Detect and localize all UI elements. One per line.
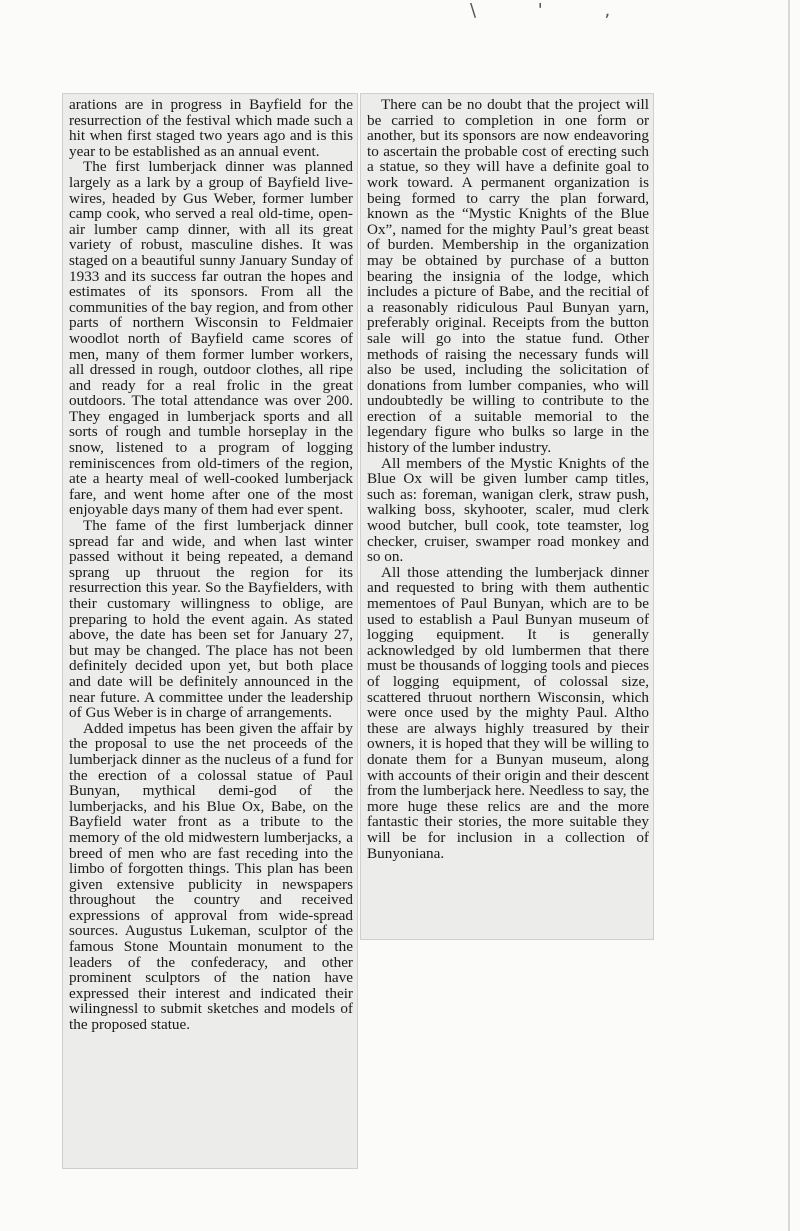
paragraph: All members of the Mystic Knights of the Blue Ox will be given lumber camp titles, such as: foreman, wanigan clerk, straw push, walking boss, skyhooter, scaler, mud clerk wood butcher, bull cook, tote teamster, log checker, cruiser, swamper road monkey and so on.	[367, 454, 649, 566]
page-edge-line	[788, 0, 790, 1231]
paragraph: There can be no doubt that the project will be carried to completion in one form or another, but its sponsors are now endeavoring to ascertain the probable cost of erecting such a statue, so they will have a definite goal to work toward. A permanent organization is being formed to carry the plan forward, known as the “Mystic Knights of the Blue Ox”, named for the mighty Paul’s great beast of burden. Membership in the organization may be obtained by purchase of a button bearing the insignia of the lodge, which includes a picture of Babe, and the recitial of a reasonably ridiculous Paul Bunyan yarn, preferably original. Receipts from the button sale will go into the statue fund. Other methods of raising the necessary funds will also be used, including the solicitation of donations from lumber companies, who will undoubtedly be willing to contribute to the erection of a suitable memorial to the legendary figure who bulks so large in the history of the lumber industry.	[367, 96, 649, 457]
left-column-text	[63, 94, 357, 1033]
left-column	[62, 93, 358, 1169]
paragraph: Added impetus has been given the affair by the proposal to use the net proceeds of the lumberjack dinner as the nucleus of a fund for the erection of a colossal statue of Paul Bunyan, mythical demi-god of the lumberjacks, and his Blue Ox, Babe, on the Bayfield water front as a tribute to the memory of the old midwestern lumberjacks, a breed of men who are fast receding into the limbo of forgotten things. This plan has been given extensive publicity in newspapers throughout the country and received expressions of approval from wide-spread sources. Augustus Lukeman, sculptor of the famous Stone Mountain monument to the leaders of the confederacy, and other prominent sculptors of the nation have expressed their interest and indicated their wilingnessl to submit sketches and models of the proposed statue.	[69, 719, 353, 1034]
right-column-text	[361, 94, 653, 861]
right-column	[360, 93, 654, 940]
paragraph: All those attending the lumberjack dinner and requested to bring with them authentic mementoes of Paul Bunyan, which are to be used to establish a Paul Bunyan museum of logging equipment. It is generally acknowledged by old lumbermen that there must be thousands of logging tools and pieces of logging equipment, of colossal size, scattered thruout northern Wisconsin, which were once used by the mighty Paul. Altho these are always highly treasured by their owners, it is hoped that they will be willing to donate them for a Bunyan museum, along with accounts of their origin and their descent from the lumberjack here. Needless to say, the more huge these relics are and the more fantastic their stories, the more suitable they will be for inclusion in a collection of Bunyoniana.	[367, 563, 649, 862]
paragraph: arations are in progress in Bayfield for the resurrection of the festival which made such a hit when first staged two years ago and is this year to be established as an annual event.	[69, 96, 353, 160]
paragraph: The fame of the first lumberjack dinner spread far and wide, and when last winter passed without it being repeated, a demand sprang up thruout the region for its resurrection this year. So the Bayfielders, with their customary willingness to oblige, are preparing to hold the event again. As stated above, the date has been set for January 27, but may be changed. The place has not been definitely decided upon yet, but both place and date will be definitely announced in the near future. A committee under the leadership of Gus Weber is in charge of arrangements.	[69, 517, 353, 722]
newspaper-clipping	[62, 93, 654, 1171]
top-margin-marks: \ ' ,	[470, 0, 639, 21]
paragraph: The first lumberjack dinner was planned largely as a lark by a group of Bayfield live-wires, headed by Gus Weber, former lumber camp cook, who served a real old-time, open-air lumber camp dinner, with all its great variety of robust, masculine dishes. It was staged on a beautiful sunny January Sunday of 1933 and its success far outran the hopes and estimates of its sponsors. From all the communities of the bay region, and from other parts of northern Wisconsin to Feldmaier woodlot north of Bayfield came scores of men, many of them former lumber workers, all dressed in rough, outdoor clothes, all ripe and ready for a real frolic in the great outdoors. The total attendance was over 200. They engaged in lumberjack sports and all sorts of rough and tumble horseplay in the snow, listened to a program of logging reminiscences from old-timers of the region, ate a hearty meal of well-cooked lumberjack fare, and went home after one of the most enjoyable days many of them had ever spent.	[69, 158, 353, 519]
